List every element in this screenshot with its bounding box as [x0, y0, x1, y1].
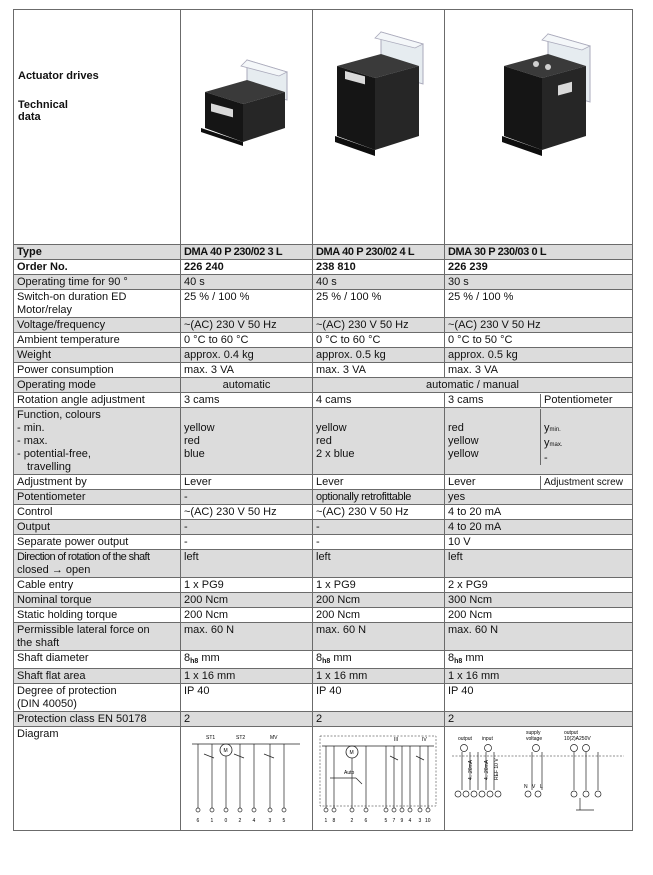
- d1-t0: 0: [224, 818, 228, 824]
- ymin-sub: min.: [549, 427, 561, 433]
- weight-3: approx. 0.5 kg: [445, 348, 633, 363]
- protection-line-2: (DIN 40050): [17, 698, 77, 710]
- lateral-line-1: Permissible lateral force on: [17, 624, 150, 636]
- lateral-3: max. 60 N: [445, 623, 633, 651]
- function-3-pf: yellow: [448, 448, 479, 460]
- type-2: DMA 40 P 230/02 4 L: [313, 245, 445, 260]
- label-lateral: [14, 623, 181, 651]
- label-order: Order No.: [14, 260, 181, 275]
- label-power: Power consumption: [14, 363, 181, 378]
- shaft-diameter-2: $8_{h8}$ mm: [313, 651, 445, 669]
- row-adjustment: [14, 475, 633, 490]
- cable-1: 1 x PG9: [181, 578, 313, 593]
- function-1-min: yellow: [184, 422, 215, 434]
- label-separate-power: Separate power output: [14, 535, 181, 550]
- potentiometer-3: yes: [445, 490, 633, 505]
- rotation-2: 4 cams: [313, 393, 445, 408]
- sheet-title: [14, 10, 181, 245]
- d3-v: V: [532, 784, 536, 790]
- shaft-flat-2: 1 x 16 mm: [313, 669, 445, 684]
- separate-power-3: 10 V: [445, 535, 633, 550]
- direction-3: left: [445, 550, 633, 578]
- function-3-pot: [540, 409, 629, 465]
- shaft-diameter-3: $8_{h8}$ mm: [445, 651, 633, 669]
- function-1-max: red: [184, 435, 200, 447]
- d2-m: M: [349, 750, 354, 756]
- direction-1: left: [181, 550, 313, 578]
- d1-st2: ST2: [236, 735, 246, 741]
- static-torque-2: 200 Ncm: [313, 608, 445, 623]
- row-shaft-flat: [14, 669, 633, 684]
- d1-t4: 4: [252, 818, 256, 824]
- d1-t5: 5: [282, 818, 286, 824]
- diagram-cell-3: [445, 727, 633, 831]
- voltage-2: ~(AC) 230 V 50 Hz: [313, 318, 445, 333]
- label-static-torque: Static holding torque: [14, 608, 181, 623]
- d2-t6: 6: [364, 818, 368, 824]
- label-weight: Weight: [14, 348, 181, 363]
- d2-t8: 8: [332, 818, 336, 824]
- label-mode: Operating mode: [14, 378, 181, 393]
- d2-t5: 5: [384, 818, 388, 824]
- d2-t2: 2: [350, 818, 354, 824]
- header-row: [14, 10, 633, 245]
- cable-2: 1 x PG9: [313, 578, 445, 593]
- function-line-1: Function, colours: [17, 409, 101, 421]
- function-3-min: red: [448, 422, 464, 434]
- function-2-min: yellow: [316, 422, 347, 434]
- d1-t3: 3: [268, 818, 272, 824]
- row-protection-class: [14, 712, 633, 727]
- label-direction: [14, 550, 181, 578]
- operating-time-3: 30 s: [445, 275, 633, 290]
- function-2: [313, 408, 445, 475]
- weight-1: approx. 0.4 kg: [181, 348, 313, 363]
- d2-t1: 1: [324, 818, 328, 824]
- lateral-line-2: the shaft: [17, 637, 60, 649]
- row-ambient: [14, 333, 633, 348]
- shaft-flat-1: 1 x 16 mm: [181, 669, 313, 684]
- switch-on-line-1: Switch-on duration ED: [17, 291, 127, 303]
- function-line-5: travelling: [27, 461, 72, 473]
- rotation-1: 3 cams: [181, 393, 313, 408]
- label-adjustment: Adjustment by: [14, 475, 181, 490]
- function-line-2: - min.: [17, 422, 45, 434]
- label-shaft-diameter: Shaft diameter: [14, 651, 181, 669]
- control-2: ~(AC) 230 V 50 Hz: [313, 505, 445, 520]
- order-1: 226 240: [181, 260, 313, 275]
- row-power: [14, 363, 633, 378]
- row-shaft-diameter: [14, 651, 633, 669]
- product-image-cell-3: [445, 10, 633, 245]
- row-protection: [14, 684, 633, 712]
- order-2: 238 810: [313, 260, 445, 275]
- rotation-3-cell: [445, 393, 633, 408]
- d3-n: N: [524, 784, 528, 790]
- adjustment-1: Lever: [181, 475, 313, 490]
- d3-ma-2: 4...20mA: [484, 759, 490, 780]
- d3-input: input: [482, 736, 493, 742]
- protection-3: IP 40: [445, 684, 633, 712]
- actuator-photo-3: [474, 22, 604, 172]
- type-3: DMA 30 P 230/03 0 L: [445, 245, 633, 260]
- function-2-max: red: [316, 435, 332, 447]
- d2-t4: 4: [408, 818, 412, 824]
- operating-time-1: 40 s: [181, 275, 313, 290]
- diagram-cell-2: [313, 727, 445, 831]
- row-type: [14, 245, 633, 260]
- direction-line-2: closed → open: [17, 564, 91, 576]
- row-cable: [14, 578, 633, 593]
- row-output: [14, 520, 633, 535]
- wiring-diagram-2: [316, 728, 440, 826]
- label-ambient: Ambient temperature: [14, 333, 181, 348]
- protection-2: IP 40: [313, 684, 445, 712]
- technical-data-table: [13, 9, 633, 831]
- adjustment-3: Lever: [448, 476, 476, 488]
- actuator-photo-1: [187, 42, 307, 152]
- separate-power-2: -: [313, 535, 445, 550]
- voltage-1: ~(AC) 230 V 50 Hz: [181, 318, 313, 333]
- protection-class-3: 2: [445, 712, 633, 727]
- weight-2: approx. 0.5 kg: [313, 348, 445, 363]
- d1-t2: 2: [238, 818, 242, 824]
- nominal-torque-2: 200 Ncm: [313, 593, 445, 608]
- d1-mv: MV: [270, 735, 278, 741]
- ambient-3: 0 °C to 50 °C: [445, 333, 633, 348]
- rotation-3-pot: Potentiometer: [540, 394, 629, 407]
- label-diagram: Diagram: [14, 727, 181, 831]
- shaft-flat-3: 1 x 16 mm: [445, 669, 633, 684]
- d3-ma-1: 4...20mA: [468, 759, 474, 780]
- label-switch-on: [14, 290, 181, 318]
- function-3-cell: [445, 408, 633, 475]
- function-1: [181, 408, 313, 475]
- wiring-diagram-3: [448, 728, 628, 826]
- row-switch-on: [14, 290, 633, 318]
- label-voltage: Voltage/frequency: [14, 318, 181, 333]
- ymax-y: y: [544, 437, 550, 449]
- power-3: max. 3 VA: [445, 363, 633, 378]
- label-output: Output: [14, 520, 181, 535]
- title-data: data: [18, 111, 41, 123]
- control-3: 4 to 20 mA: [445, 505, 633, 520]
- d3-output-2: output: [564, 730, 578, 736]
- function-2-pf: 2 x blue: [316, 448, 355, 460]
- pot-dash: -: [544, 452, 548, 464]
- row-separate-power: [14, 535, 633, 550]
- ymax-sub: max.: [549, 442, 563, 448]
- diagram-cell-1: [181, 727, 313, 831]
- technical-data-sheet: [13, 9, 632, 831]
- row-voltage: [14, 318, 633, 333]
- row-lateral: [14, 623, 633, 651]
- function-1-pf: blue: [184, 448, 205, 460]
- power-1: max. 3 VA: [181, 363, 313, 378]
- row-control: [14, 505, 633, 520]
- protection-class-2: 2: [313, 712, 445, 727]
- separate-power-1: -: [181, 535, 313, 550]
- d2-iii: III: [394, 737, 399, 743]
- d2-auto: Auto: [344, 770, 355, 776]
- row-potentiometer: [14, 490, 633, 505]
- d3-ref: REF 10 V: [494, 758, 500, 780]
- protection-1: IP 40: [181, 684, 313, 712]
- row-static-torque: [14, 608, 633, 623]
- row-operating-time: [14, 275, 633, 290]
- potentiometer-2: optionally retrofittable: [313, 490, 445, 505]
- d3-voltage: voltage: [526, 736, 543, 742]
- title-technical: Technical: [18, 99, 68, 111]
- label-nominal-torque: Nominal torque: [14, 593, 181, 608]
- d2-t9: 9: [400, 818, 404, 824]
- ambient-1: 0 °C to 60 °C: [181, 333, 313, 348]
- mode-1: automatic: [181, 378, 313, 393]
- mode-23: automatic / manual: [313, 378, 633, 393]
- d2-t3: 3: [418, 818, 422, 824]
- actuator-photo-2: [319, 22, 439, 172]
- type-1: DMA 40 P 230/02 3 L: [181, 245, 313, 260]
- switch-on-3: 25 % / 100 %: [445, 290, 633, 318]
- label-potentiometer: Potentiometer: [14, 490, 181, 505]
- adjustment-3-cell: [445, 475, 633, 490]
- direction-2: left: [313, 550, 445, 578]
- label-cable: Cable entry: [14, 578, 181, 593]
- output-3: 4 to 20 mA: [445, 520, 633, 535]
- label-rotation: Rotation angle adjustment: [14, 393, 181, 408]
- function-3: [448, 409, 540, 465]
- rotation-3: 3 cams: [448, 394, 484, 406]
- switch-on-1: 25 % / 100 %: [181, 290, 313, 318]
- d3-rating: 10(2)A250V: [564, 736, 591, 742]
- wiring-diagram-1: [184, 728, 308, 826]
- product-image-cell-1: [181, 10, 313, 245]
- switch-on-line-2: Motor/relay: [17, 304, 73, 316]
- nominal-torque-1: 200 Ncm: [181, 593, 313, 608]
- adjustment-3-screw: Adjustment screw: [540, 476, 629, 489]
- product-image-cell-2: [313, 10, 445, 245]
- power-2: max. 3 VA: [313, 363, 445, 378]
- adjustment-2: Lever: [313, 475, 445, 490]
- row-weight: [14, 348, 633, 363]
- d3-output: output: [458, 736, 472, 742]
- order-3: 226 239: [445, 260, 633, 275]
- label-function: [14, 408, 181, 475]
- d2-t7: 7: [392, 818, 396, 824]
- function-line-4: - potential-free,: [17, 448, 91, 460]
- d2-iv: IV: [422, 737, 427, 743]
- control-1: ~(AC) 230 V 50 Hz: [181, 505, 313, 520]
- voltage-3: ~(AC) 230 V 50 Hz: [445, 318, 633, 333]
- static-torque-1: 200 Ncm: [181, 608, 313, 623]
- row-nominal-torque: [14, 593, 633, 608]
- row-direction: [14, 550, 633, 578]
- d1-st1: ST1: [206, 735, 216, 741]
- label-operating-time: Operating time for 90 °: [14, 275, 181, 290]
- direction-line-1: Direction of rotation of the shaft: [17, 551, 150, 563]
- nominal-torque-3: 300 Ncm: [445, 593, 633, 608]
- label-shaft-flat: Shaft flat area: [14, 669, 181, 684]
- ymin-y: y: [544, 422, 550, 434]
- d1-t1: 1: [210, 818, 214, 824]
- title-actuator-drives: Actuator drives: [18, 70, 99, 82]
- switch-on-2: 25 % / 100 %: [313, 290, 445, 318]
- static-torque-3: 200 Ncm: [445, 608, 633, 623]
- d1-m: M: [223, 748, 228, 754]
- potentiometer-1: -: [181, 490, 313, 505]
- ambient-2: 0 °C to 60 °C: [313, 333, 445, 348]
- function-line-3: - max.: [17, 435, 48, 447]
- protection-class-1: 2: [181, 712, 313, 727]
- d2-t10: 10: [425, 818, 431, 824]
- cable-3: 2 x PG9: [445, 578, 633, 593]
- operating-time-2: 40 s: [313, 275, 445, 290]
- function-3-max: yellow: [448, 435, 479, 447]
- output-2: -: [313, 520, 445, 535]
- row-rotation: [14, 393, 633, 408]
- row-function: [14, 408, 633, 475]
- d3-l: L: [540, 784, 543, 790]
- output-1: -: [181, 520, 313, 535]
- label-protection-class: Protection class EN 50178: [14, 712, 181, 727]
- d3-supply: supply: [526, 730, 541, 736]
- row-mode: [14, 378, 633, 393]
- label-control: Control: [14, 505, 181, 520]
- label-type: Type: [14, 245, 181, 260]
- label-protection: [14, 684, 181, 712]
- row-order: [14, 260, 633, 275]
- protection-line-1: Degree of protection: [17, 685, 117, 697]
- d1-t6: 6: [196, 818, 200, 824]
- lateral-2: max. 60 N: [313, 623, 445, 651]
- shaft-diameter-1: $8_{h8}$ mm: [181, 651, 313, 669]
- row-diagram: [14, 727, 633, 831]
- lateral-1: max. 60 N: [181, 623, 313, 651]
